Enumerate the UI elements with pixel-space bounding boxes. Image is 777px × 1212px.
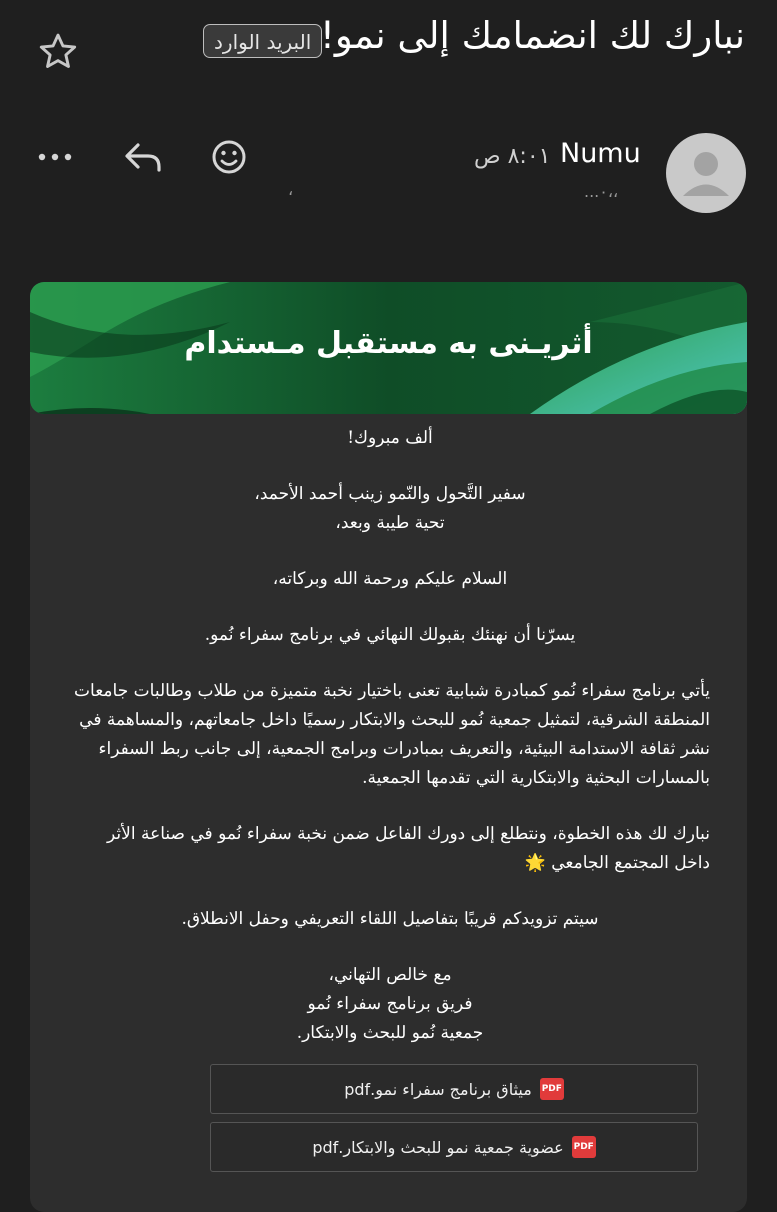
- program-description: يأتي برنامج سفراء نُمو كمبادرة شبابية تعنى باختيار نخبة متميزة من طلاب وطالبات جامعات المنطقة الشرقية، لتمثيل جمعية نُمو للبحث والابتكار رسميًا داخل جامعاتهم، والمساهمة في نشر ثقافة الاستدامة البيئية، والتعريف بمبادرات وبرامج الجمعية، إلى جانب ربط السفراء بالمسارات البحثية والابتكارية التي تقدمها الجمعية.: [74, 681, 710, 788]
- attachment-membership-pdf[interactable]: [210, 1122, 698, 1172]
- next-steps-paragraph: سيتم تزويدكم قريبًا بتفاصيل اللقاء التعريفي وحفل الانطلاق.: [181, 909, 599, 929]
- sender-avatar[interactable]: [666, 133, 746, 213]
- salutation-line-2: تحية طيبة وبعد،: [335, 513, 445, 533]
- congrats-paragraph: نبارك لك هذه الخطوة، ونتطلع إلى دورك الفاعل ضمن نخبة سفراء نُمو في صناعة الأثر داخل المجتمع الجامعي 🌟: [107, 824, 710, 873]
- closing-line-3: جمعية نُمو للبحث والابتكار.: [296, 1023, 484, 1043]
- pdf-icon: PDF: [572, 1136, 596, 1158]
- sender-details-dot: ،: [288, 180, 294, 199]
- attachment-name: عضوية جمعية نمو للبحث والابتكار.pdf: [312, 1137, 564, 1157]
- peace-greeting: السلام عليكم ورحمة الله وبركاته،: [272, 569, 508, 589]
- sender-row: [0, 120, 777, 220]
- acceptance-paragraph: يسرّنا أن نهنئك بقبولك النهائي في برنامج سفراء نُمو.: [204, 625, 576, 645]
- sender-name[interactable]: Numu: [560, 138, 641, 169]
- salutation: [70, 480, 710, 538]
- inbox-label-chip[interactable]: البريد الوارد: [203, 24, 322, 58]
- closing-line-1: مع خالص التهاني،: [328, 965, 452, 985]
- greeting: ألف مبروك!: [347, 428, 433, 448]
- attachment-charter-pdf[interactable]: [210, 1064, 698, 1114]
- email-body-card: [30, 282, 747, 1212]
- attachment-name: ميثاق برنامج سفراء نمو.pdf: [344, 1079, 532, 1099]
- pdf-icon: PDF: [540, 1078, 564, 1100]
- header-banner: [30, 282, 747, 414]
- person-avatar-icon: [666, 133, 746, 213]
- more-options-icon[interactable]: [30, 132, 80, 182]
- banner-title: أثريـنى به مستقبل مـستدام: [184, 326, 593, 361]
- sender-details-toggle[interactable]: ...٠،،: [584, 182, 619, 201]
- subject-bar: [0, 0, 777, 110]
- closing: [70, 961, 710, 1048]
- closing-line-2: فريق برنامج سفراء نُمو: [307, 994, 473, 1014]
- message-body: [70, 424, 710, 1075]
- email-subject: نبارك لك انضمامك إلى نمو!: [320, 14, 745, 57]
- star-icon[interactable]: [36, 30, 80, 74]
- reply-icon[interactable]: [118, 132, 168, 182]
- salutation-line-1: سفير التَّحول والنّمو زينب أحمد الأحمد،: [254, 484, 526, 504]
- message-time: ٨:٠١ ص: [474, 144, 551, 169]
- emoji-reaction-icon[interactable]: [204, 132, 254, 182]
